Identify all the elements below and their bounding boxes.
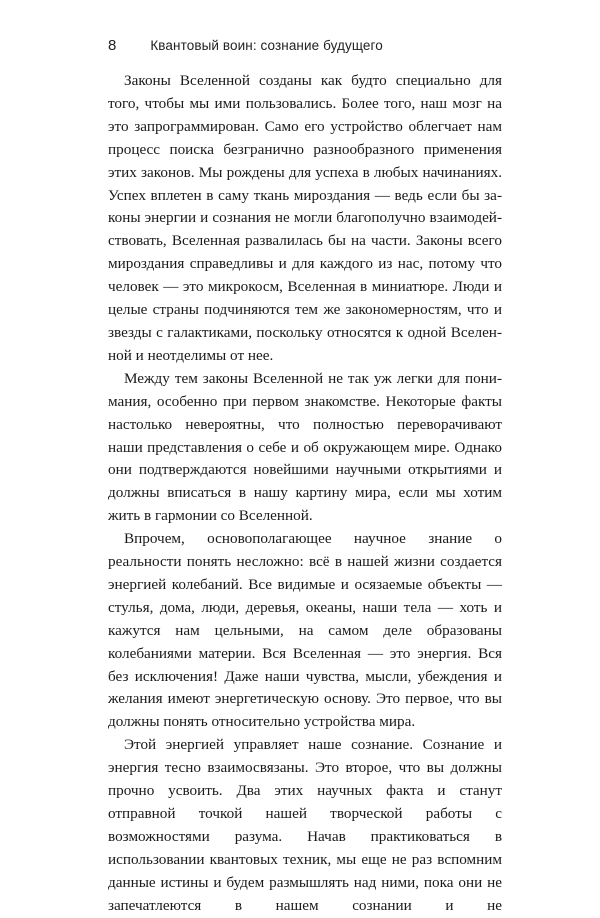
running-head: [108, 37, 383, 59]
paragraph-4: Этой энергией управляет наше сознание. Сознание и энергия тесно взаимосвязаны. Это второе, что вы должны прочно усвоить. Два этих научных факта и станут отправной точкой нашей творческой работы с возможностями разума. Начав практиковаться в использовании квантовых техник, мы еще не раз вспомним данные истины и будем размышлять над ними, пока они не запечатлеются в нашем сознании и не: [108, 736, 502, 914]
paragraph-1: Законы Вселенной созданы как будто специально для того, чтобы мы ими пользовались. Более того, наш мозг на это запрограммирован. Само его устройство облегчает нам процесс поиска безгранично разнообразного применения этих законов. Мы рождены для успеха в любых начинаниях. Успех вплетен в саму ткань мироздания — ведь если бы законы энергии и сознания не могли благополучно взаимодействовать, Вселенная развалилась бы на части. Законы всего мироздания справедливы и для каждого из нас, потому что человек — это микрокосм, Вселенная в миниатюре. Люди и целые страны подчиняются тем же закономерностям, что и звезды с галактиками, поскольку относятся к одной Вселенной и неотделимы от нее.: [108, 72, 502, 364]
page-body: [108, 70, 502, 918]
book-title: Квантовый воин: сознание будущего: [150, 38, 383, 53]
paragraph-2: Между тем законы Вселенной не так уж легки для понимания, особенно при первом знакомстве. Некоторые факты настолько невероятны, что полностью переворачивают наши представления о себе и об окружающем мире. Однако они подтверждаются новейшими научными открытиями и должны вписаться в нашу картину мира, если мы хотим жить в гармонии со Вселенной.: [108, 369, 502, 525]
paragraph-3: Впрочем, основополагающее научное знание о реальности понять несложно: всё в нашей жизни создается энергией колебаний. Все видимые и осязаемые объекты — стулья, дома, люди, деревья, океаны, наши тела — хоть и кажутся нам цельными, на самом деле образованы колебаниями материи. Вся Вселенная — это энергия. Вся без исключения! Даже наши чувства, мысли, убеждения и желания имеют энергетическую основу. Это первое, что вы должны понять относительно устройства мира.: [108, 530, 502, 731]
page-number: 8: [108, 37, 117, 54]
